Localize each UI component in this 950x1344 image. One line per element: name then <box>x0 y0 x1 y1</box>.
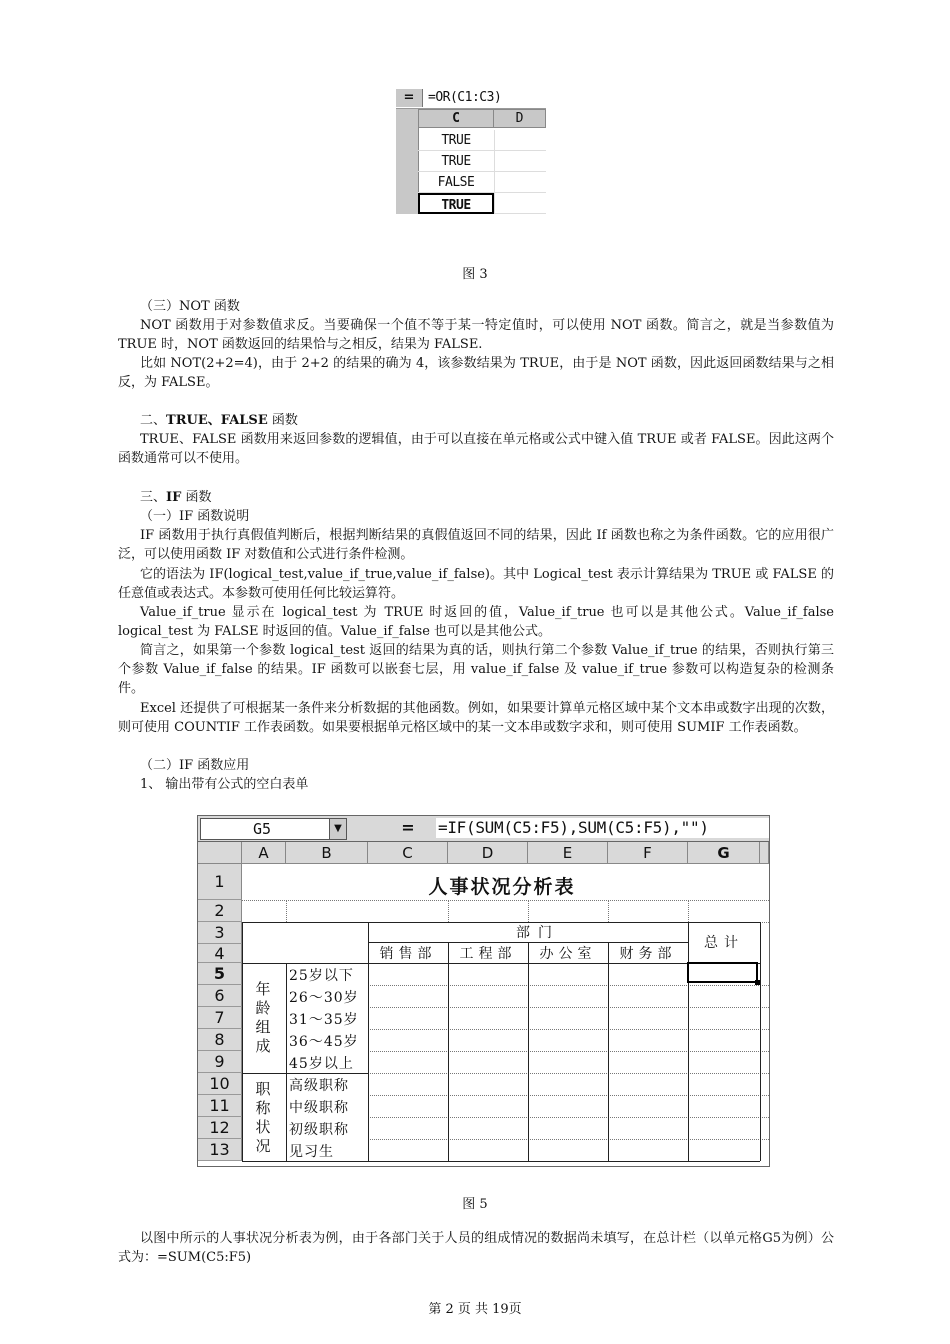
if-paragraph-4: 简言之，如果第一个参数 logical_test 返回的结果为真的话，则执行第二个参数 Value_if_true 的结果，否则执行第三个参数 Value_if_false 的结果。IF 函数可以嵌套七层，用 value_if_false 及 value_if_true 参数可以构造复杂的检测条件。 <box>118 643 834 696</box>
table-border <box>242 1161 760 1162</box>
column-header-d[interactable]: D <box>493 109 546 128</box>
row-label-junior[interactable]: 初级职称 <box>289 1122 349 1138</box>
cell-d2[interactable] <box>494 151 546 172</box>
cell-d4[interactable] <box>494 193 546 214</box>
gridline <box>608 900 609 922</box>
row-label-over-45[interactable]: 45岁以上 <box>289 1056 354 1072</box>
corner-cell[interactable] <box>198 842 242 864</box>
row-header-8[interactable]: 8 <box>198 1029 242 1051</box>
row-header-4[interactable]: 4 <box>198 944 242 963</box>
figure-5-spreadsheet <box>197 815 770 1167</box>
if-list-item-1: 1、 输出带有公式的空白表单 <box>140 777 309 792</box>
if-subsection-1-title: （一）IF 函数说明 <box>140 509 250 524</box>
row-header-5[interactable]: 5 <box>198 963 242 985</box>
dept-sales[interactable]: 销售部 <box>379 946 437 962</box>
table-border <box>242 963 760 964</box>
heading-keyword: TRUE、FALSE <box>166 413 268 428</box>
fill-handle[interactable] <box>755 980 760 985</box>
heading-suffix: 函数 <box>267 413 298 428</box>
gridline <box>368 1051 769 1052</box>
gridline <box>448 900 449 922</box>
figure-5-caption: 图 5 <box>462 1197 488 1212</box>
dept-engineering[interactable]: 工程部 <box>459 946 517 962</box>
table-title[interactable]: 人事状况分析表 <box>428 876 576 898</box>
gridline <box>368 1139 769 1140</box>
table-border <box>608 942 609 1161</box>
formula-text[interactable]: =IF(SUM(C5:F5),SUM(C5:F5),"") <box>436 818 769 838</box>
gridline <box>368 1117 769 1118</box>
gridline <box>368 985 769 986</box>
if-heading <box>140 488 856 507</box>
cell-d3[interactable] <box>494 172 546 193</box>
enter-formula-button[interactable]: = <box>401 818 415 837</box>
gridline <box>368 1029 769 1030</box>
column-header-f[interactable]: F <box>608 842 688 864</box>
dept-header[interactable]: 部门 <box>516 925 560 941</box>
row-header-13[interactable]: 13 <box>198 1139 242 1161</box>
row-header-6[interactable]: 6 <box>198 985 242 1007</box>
not-section-title: （三）NOT 函数 <box>140 299 240 314</box>
gridline <box>286 900 287 922</box>
heading-number: 三、 <box>140 490 167 505</box>
gridline <box>528 900 529 922</box>
cell-c1[interactable]: TRUE <box>418 130 494 151</box>
table-border <box>242 1073 368 1074</box>
table-border <box>286 963 287 1161</box>
table-border <box>760 922 761 1161</box>
column-header-g[interactable]: G <box>688 842 760 864</box>
column-header-d[interactable]: D <box>448 842 528 864</box>
true-false-heading <box>140 411 856 430</box>
formula-bar <box>396 88 546 109</box>
cell-d1[interactable] <box>494 130 546 151</box>
enter-formula-button[interactable]: = <box>396 89 423 107</box>
heading-suffix: 函数 <box>181 490 212 505</box>
name-box-dropdown-icon[interactable]: ▼ <box>329 818 347 840</box>
heading-number: 二、 <box>140 413 167 428</box>
total-header[interactable]: 总计 <box>704 935 744 951</box>
row-header-strip[interactable] <box>396 128 419 214</box>
table-border <box>448 942 449 1161</box>
selected-cell-g5[interactable] <box>687 962 758 983</box>
gridline <box>368 1095 769 1096</box>
dept-office[interactable]: 办公室 <box>539 946 597 962</box>
row-header-11[interactable]: 11 <box>198 1095 242 1117</box>
heading-keyword: IF <box>166 490 182 505</box>
closing-paragraph: 以图中所示的人事状况分析表为例，由于各部门关于人员的组成情况的数据尚未填写，在总计栏（以单元格G5为例）公式为：=SUM(C5:F5) <box>118 1231 834 1265</box>
row-label-36-45[interactable]: 36～45岁 <box>289 1034 359 1050</box>
row-label-trainee[interactable]: 见习生 <box>289 1144 334 1160</box>
gridline <box>368 1073 769 1074</box>
row-header-7[interactable]: 7 <box>198 1007 242 1029</box>
true-false-paragraph: TRUE、FALSE 函数用来返回参数的逻辑值，由于可以直接在单元格或公式中键入值 TRUE 或者 FALSE。因此这两个函数通常可以不使用。 <box>118 432 834 466</box>
row-header-12[interactable]: 12 <box>198 1117 242 1139</box>
row-label-26-30[interactable]: 26～30岁 <box>289 990 359 1006</box>
not-paragraph-2: 比如 NOT(2+2=4)，由于 2+2 的结果的确为 4，该参数结果为 TRUE，由于是 NOT 函数，因此返回函数结果与之相反，为 FALSE。 <box>118 356 834 390</box>
gridline <box>688 900 689 922</box>
column-header-c[interactable]: C <box>368 842 448 864</box>
row-header-1[interactable]: 1 <box>198 864 242 900</box>
cell-c4-selected[interactable]: TRUE <box>418 193 494 214</box>
if-paragraph-3: Value_if_true 显示在 logical_test 为 TRUE 时返回的值，Value_if_true 也可以是其他公式。Value_if_false logical_test 为 FALSE 时返回的值。Value_if_false 也可以是其他公式。 <box>118 605 834 639</box>
page-footer: 第 2 页 共 19页 <box>428 1302 522 1317</box>
row-label-31-35[interactable]: 31～35岁 <box>289 1012 359 1028</box>
if-paragraph-5: Excel 还提供了可根据某一条件来分析数据的其他函数。例如，如果要计算单元格区域中某个文本串或数字出现的次数，则可使用 COUNTIF 工作表函数。如果要根据单元格区域中的某一文本串或数字求和，则可使用 SUMIF 工作表函数。 <box>118 701 834 735</box>
column-header-e[interactable]: E <box>528 842 608 864</box>
row-header-3[interactable]: 3 <box>198 922 242 944</box>
cell-c2[interactable]: TRUE <box>418 151 494 172</box>
if-paragraph-1: IF 函数用于执行真假值判断后，根据判断结果的真假值返回不同的结果，因此 If 函数也称之为条件函数。它的应用很广泛，可以使用函数 IF 对数值和公式进行条件检测。 <box>118 528 834 562</box>
figure-3-spreadsheet <box>396 88 546 214</box>
formula-text[interactable]: =OR(C1:C3) <box>428 90 502 105</box>
column-header-b[interactable]: B <box>286 842 368 864</box>
title-group-label[interactable]: 职称状况 <box>255 1080 271 1155</box>
figure-3-caption: 图 3 <box>462 267 488 282</box>
cell-c3[interactable]: FALSE <box>418 172 494 193</box>
age-group-label[interactable]: 年龄组成 <box>255 980 271 1055</box>
table-border <box>688 922 689 1161</box>
not-paragraph-1: NOT 函数用于对参数值求反。当要确保一个值不等于某一特定值时，可以使用 NOT 函数。简言之，就是当参数值为 TRUE 时，NOT 函数返回的结果恰与之相反，结果为 FALSE. <box>118 318 834 352</box>
gridline <box>242 900 769 901</box>
gridline <box>368 1007 769 1008</box>
row-header-9[interactable]: 9 <box>198 1051 242 1073</box>
if-subsection-2-title: （二）IF 函数应用 <box>140 758 250 773</box>
column-header-overflow[interactable] <box>760 842 769 864</box>
row-label-under-25[interactable]: 25岁以下 <box>289 968 354 984</box>
corner-cell[interactable] <box>396 109 419 128</box>
row-label-intermediate[interactable]: 中级职称 <box>289 1100 349 1116</box>
table-border <box>528 942 529 1161</box>
dept-finance[interactable]: 财务部 <box>619 946 677 962</box>
row-header-2[interactable]: 2 <box>198 900 242 922</box>
table-border <box>242 922 243 1161</box>
if-paragraph-2: 它的语法为 IF(logical_test,value_if_true,value_if_false)。其中 Logical_test 表示计算结果为 TRUE 或 FALSE 的任意值或表达式。本参数可使用任何比较运算符。 <box>118 567 834 601</box>
column-header-a[interactable]: A <box>242 842 286 864</box>
name-box[interactable]: G5 <box>200 818 330 840</box>
row-header-10[interactable]: 10 <box>198 1073 242 1095</box>
row-label-senior[interactable]: 高级职称 <box>289 1078 349 1094</box>
formula-toolbar <box>198 816 769 842</box>
column-header-c[interactable]: C <box>418 109 494 128</box>
